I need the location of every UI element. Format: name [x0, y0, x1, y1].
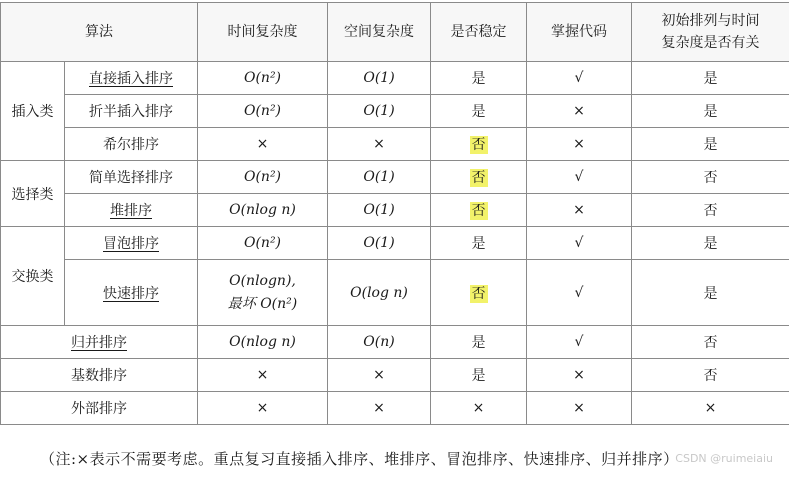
stable-cell: 是 — [431, 359, 527, 392]
space-cell: O(log n) — [328, 260, 431, 326]
code-cell: √ — [527, 326, 632, 359]
header-algorithm: 算法 — [1, 3, 198, 62]
space-cell: × — [328, 392, 431, 425]
time-cell: × — [198, 128, 328, 161]
table-row — [1, 95, 789, 128]
related-cell: 是 — [632, 227, 789, 260]
code-cell: × — [527, 95, 632, 128]
header-space-complexity: 空间复杂度 — [328, 3, 431, 62]
related-cell: 否 — [632, 161, 789, 194]
table-row — [1, 194, 789, 227]
stable-cell — [431, 161, 527, 194]
algo-name: 希尔排序 — [65, 128, 198, 161]
time-cell — [198, 260, 328, 326]
algo-name — [1, 326, 198, 359]
related-cell: 否 — [632, 326, 789, 359]
time-line2: 最坏 O(n²) — [227, 295, 298, 312]
related-cell: 是 — [632, 95, 789, 128]
space-cell: O(1) — [328, 194, 431, 227]
stable-cell — [431, 194, 527, 227]
watermark: CSDN @ruimeiaiu — [675, 452, 773, 465]
algo-name-text: 快速排序 — [103, 285, 159, 302]
time-line1: O(nlogn), — [229, 272, 296, 289]
algo-name — [65, 62, 198, 95]
space-cell: O(1) — [328, 227, 431, 260]
space-cell: O(1) — [328, 161, 431, 194]
footnote: （注:×表示不需要考虑。重点复习直接插入排序、堆排序、冒泡排序、快速排序、归并排序） — [40, 450, 679, 468]
related-cell: 否 — [632, 194, 789, 227]
category-select: 选择类 — [1, 161, 65, 227]
sorting-algorithm-table — [0, 2, 789, 425]
table-row — [1, 161, 789, 194]
time-cell: O(nlog n) — [198, 194, 328, 227]
time-cell: O(n²) — [198, 227, 328, 260]
stable-cell: 是 — [431, 62, 527, 95]
related-cell: × — [632, 392, 789, 425]
stable-cell — [431, 128, 527, 161]
code-cell: × — [527, 194, 632, 227]
highlight-unstable: 否 — [471, 137, 486, 153]
algo-name: 外部排序 — [1, 392, 198, 425]
time-cell: O(n²) — [198, 62, 328, 95]
table-row — [1, 359, 789, 392]
algo-name-text: 冒泡排序 — [103, 236, 159, 252]
algo-name-text: 直接插入排序 — [89, 71, 173, 87]
header-related-line1: 初始排列与时间 — [661, 13, 760, 29]
code-cell: √ — [527, 62, 632, 95]
related-cell: 是 — [632, 128, 789, 161]
category-insert: 插入类 — [1, 62, 65, 161]
time-cell: O(nlog n) — [198, 326, 328, 359]
header-stable: 是否稳定 — [431, 3, 527, 62]
header-time-complexity: 时间复杂度 — [198, 3, 328, 62]
table-row — [1, 392, 789, 425]
stable-cell: 是 — [431, 227, 527, 260]
time-cell: O(n²) — [198, 161, 328, 194]
space-cell: × — [328, 128, 431, 161]
algo-name — [65, 194, 198, 227]
space-cell: × — [328, 359, 431, 392]
algo-name: 折半插入排序 — [65, 95, 198, 128]
table-row — [1, 260, 789, 326]
highlight-unstable: 否 — [471, 170, 486, 186]
time-cell: × — [198, 392, 328, 425]
algo-name — [65, 227, 198, 260]
table-row — [1, 227, 789, 260]
related-cell: 是 — [632, 62, 789, 95]
highlight-unstable: 否 — [471, 203, 486, 219]
code-cell: √ — [527, 260, 632, 326]
code-cell: √ — [527, 161, 632, 194]
header-row — [1, 3, 789, 62]
space-cell: O(1) — [328, 95, 431, 128]
code-cell: × — [527, 128, 632, 161]
space-cell: O(1) — [328, 62, 431, 95]
code-cell: × — [527, 359, 632, 392]
stable-cell — [431, 260, 527, 326]
header-initial-order-related — [632, 3, 789, 62]
header-master-code: 掌握代码 — [527, 3, 632, 62]
stable-cell: 是 — [431, 326, 527, 359]
space-cell: O(n) — [328, 326, 431, 359]
table-row — [1, 62, 789, 95]
algo-name-text: 堆排序 — [110, 203, 152, 219]
algo-name: 简单选择排序 — [65, 161, 198, 194]
code-cell: × — [527, 392, 632, 425]
stable-cell: × — [431, 392, 527, 425]
table-row — [1, 128, 789, 161]
time-cell: × — [198, 359, 328, 392]
table-row — [1, 326, 789, 359]
highlight-unstable: 否 — [471, 285, 486, 302]
header-related-line2: 复杂度是否有关 — [661, 35, 760, 51]
code-cell: √ — [527, 227, 632, 260]
stable-cell: 是 — [431, 95, 527, 128]
algo-name-text: 归并排序 — [71, 335, 127, 351]
category-exchange: 交换类 — [1, 227, 65, 326]
time-cell: O(n²) — [198, 95, 328, 128]
related-cell: 是 — [632, 260, 789, 326]
algo-name: 基数排序 — [1, 359, 198, 392]
algo-name — [65, 260, 198, 326]
related-cell: 否 — [632, 359, 789, 392]
